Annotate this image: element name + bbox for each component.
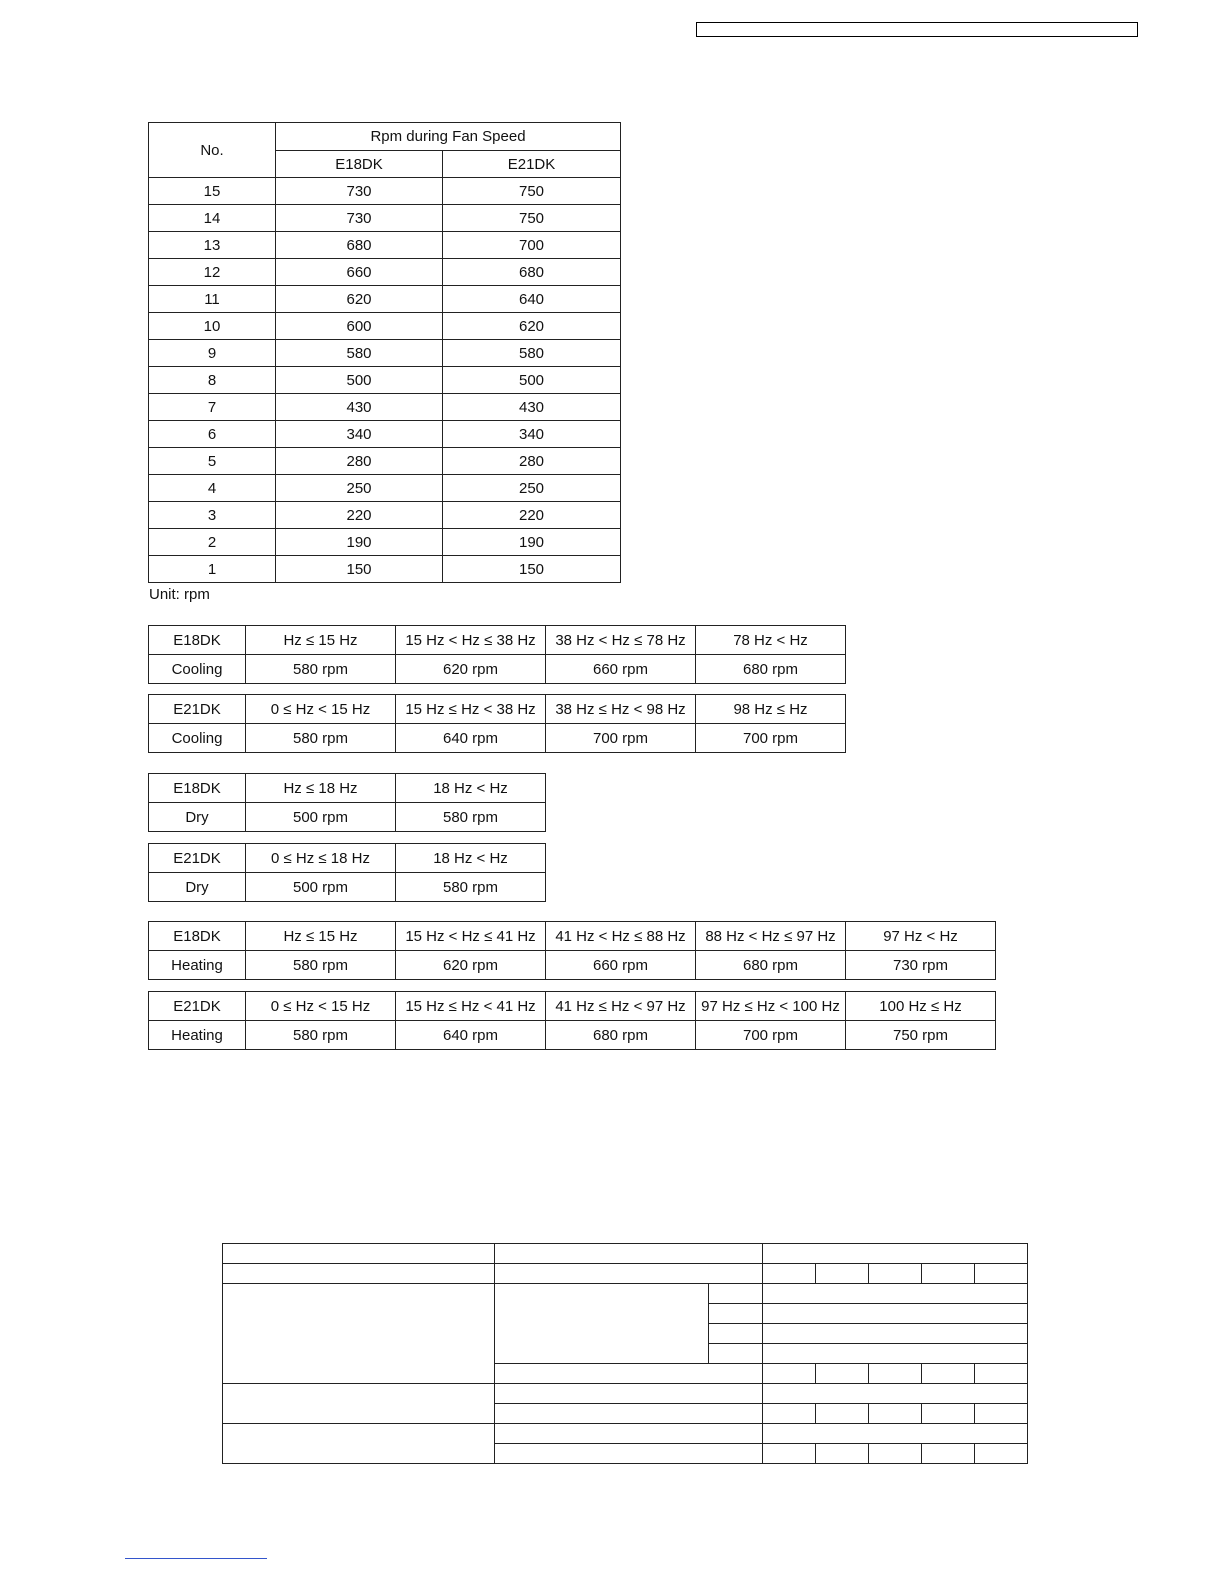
blank-cell [223, 1264, 495, 1284]
hz-range-cell: 0 ≤ Hz ≤ 18 Hz [246, 844, 396, 873]
rpm-speed-cell: 640 rpm [396, 724, 546, 753]
blank-cell [495, 1444, 763, 1464]
speed-row [149, 873, 546, 902]
col-no-header: No. [149, 123, 276, 178]
hz-range-cell: Hz ≤ 18 Hz [246, 774, 396, 803]
blank-cell [709, 1344, 763, 1364]
rpm-group-header: Rpm during Fan Speed [276, 123, 621, 151]
blank-cell [816, 1364, 869, 1384]
footer-link-underline [125, 1558, 267, 1559]
cooling-table-e18dk [148, 625, 846, 684]
heating-table-e18dk [148, 921, 996, 980]
hz-range-cell: Hz ≤ 15 Hz [246, 626, 396, 655]
row-number: 13 [149, 232, 276, 259]
rpm-speed-cell: 750 rpm [846, 1021, 996, 1050]
blank-cell [495, 1364, 763, 1384]
mode-label: Dry [149, 873, 246, 902]
speed-row [149, 951, 996, 980]
rpm-e21dk: 250 [443, 475, 621, 502]
speed-row [149, 724, 846, 753]
hz-range-cell: 41 Hz ≤ Hz < 97 Hz [546, 992, 696, 1021]
rpm-speed-cell: 580 rpm [246, 655, 396, 684]
blank-cell [763, 1304, 1028, 1324]
blank-cell [975, 1264, 1028, 1284]
hz-range-cell: 41 Hz < Hz ≤ 88 Hz [546, 922, 696, 951]
rpm-row [149, 529, 621, 556]
blank-cell [816, 1264, 869, 1284]
hz-range-cell: 15 Hz ≤ Hz < 41 Hz [396, 992, 546, 1021]
hz-range-cell: 0 ≤ Hz < 15 Hz [246, 695, 396, 724]
blank-cell [869, 1444, 922, 1464]
hz-range-cell: 78 Hz < Hz [696, 626, 846, 655]
rpm-speed-cell: 580 rpm [246, 724, 396, 753]
rpm-speed-cell: 730 rpm [846, 951, 996, 980]
blank-cell [975, 1404, 1028, 1424]
rpm-row [149, 178, 621, 205]
blank-cell [869, 1364, 922, 1384]
blank-cell [495, 1384, 763, 1404]
hz-range-cell: 38 Hz ≤ Hz < 98 Hz [546, 695, 696, 724]
row-number: 4 [149, 475, 276, 502]
row-number: 5 [149, 448, 276, 475]
rpm-speed-cell: 580 rpm [396, 803, 546, 832]
blank-cell [223, 1284, 495, 1384]
dry-table-e21dk [148, 843, 546, 902]
rpm-e21dk: 620 [443, 313, 621, 340]
blank-cell [975, 1364, 1028, 1384]
rpm-row [149, 313, 621, 340]
dry-table-e18dk [148, 773, 546, 832]
blank-cell [763, 1344, 1028, 1364]
rpm-e21dk: 430 [443, 394, 621, 421]
rpm-row [149, 475, 621, 502]
rpm-speed-cell: 700 rpm [696, 724, 846, 753]
row-number: 1 [149, 556, 276, 583]
blank-cell [922, 1404, 975, 1424]
rpm-e21dk: 500 [443, 367, 621, 394]
hz-range-cell: 88 Hz < Hz ≤ 97 Hz [696, 922, 846, 951]
speed-row [149, 803, 546, 832]
mode-label: Dry [149, 803, 246, 832]
blank-cell [922, 1364, 975, 1384]
range-row [149, 992, 996, 1021]
model-header-e21dk: E21DK [443, 151, 621, 178]
rpm-e18dk: 730 [276, 205, 443, 232]
hz-range-cell: 0 ≤ Hz < 15 Hz [246, 992, 396, 1021]
rpm-row [149, 232, 621, 259]
row-number: 9 [149, 340, 276, 367]
hz-range-cell: 15 Hz < Hz ≤ 41 Hz [396, 922, 546, 951]
model-label: E21DK [149, 695, 246, 724]
rpm-e18dk: 600 [276, 313, 443, 340]
row-number: 12 [149, 259, 276, 286]
rpm-speed-cell: 580 rpm [246, 1021, 396, 1050]
rpm-e21dk: 580 [443, 340, 621, 367]
blank-cell [223, 1244, 495, 1264]
blank-cell [869, 1404, 922, 1424]
rpm-e18dk: 250 [276, 475, 443, 502]
blank-cell [763, 1384, 1028, 1404]
rpm-e18dk: 340 [276, 421, 443, 448]
header-box [696, 22, 1138, 37]
row-number: 15 [149, 178, 276, 205]
rpm-row [149, 367, 621, 394]
rpm-speed-cell: 680 rpm [696, 951, 846, 980]
rpm-e18dk: 580 [276, 340, 443, 367]
rpm-e21dk: 190 [443, 529, 621, 556]
rpm-e18dk: 620 [276, 286, 443, 313]
rpm-e18dk: 500 [276, 367, 443, 394]
rpm-speed-cell: 700 rpm [546, 724, 696, 753]
model-label: E21DK [149, 844, 246, 873]
model-label: E18DK [149, 922, 246, 951]
row-number: 2 [149, 529, 276, 556]
rpm-row [149, 205, 621, 232]
rpm-row [149, 502, 621, 529]
blank-cell [816, 1444, 869, 1464]
row-number: 6 [149, 421, 276, 448]
rpm-row [149, 448, 621, 475]
blank-cell [495, 1424, 763, 1444]
rpm-e21dk: 280 [443, 448, 621, 475]
blank-cell [495, 1244, 763, 1264]
rpm-speed-cell: 620 rpm [396, 655, 546, 684]
blank-cell [495, 1404, 763, 1424]
blank-cell [763, 1364, 816, 1384]
rpm-e21dk: 680 [443, 259, 621, 286]
hz-range-cell: 98 Hz ≤ Hz [696, 695, 846, 724]
rpm-row [149, 286, 621, 313]
rpm-e18dk: 660 [276, 259, 443, 286]
mode-label: Cooling [149, 724, 246, 753]
rpm-speed-cell: 700 rpm [696, 1021, 846, 1050]
row-number: 10 [149, 313, 276, 340]
hz-range-cell: 97 Hz ≤ Hz < 100 Hz [696, 992, 846, 1021]
model-header-e18dk: E18DK [276, 151, 443, 178]
rpm-e18dk: 430 [276, 394, 443, 421]
blank-grid-table [222, 1243, 1028, 1464]
blank-cell [816, 1404, 869, 1424]
blank-cell [223, 1424, 495, 1464]
hz-range-cell: 18 Hz < Hz [396, 844, 546, 873]
unit-label: Unit: rpm [149, 586, 210, 603]
hz-range-cell: 15 Hz ≤ Hz < 38 Hz [396, 695, 546, 724]
blank-cell [763, 1264, 816, 1284]
rpm-speed-cell: 640 rpm [396, 1021, 546, 1050]
range-row [149, 922, 996, 951]
mode-label: Heating [149, 951, 246, 980]
blank-cell [763, 1424, 1028, 1444]
mode-label: Cooling [149, 655, 246, 684]
blank-cell [975, 1444, 1028, 1464]
row-number: 14 [149, 205, 276, 232]
blank-cell [709, 1304, 763, 1324]
speed-row [149, 1021, 996, 1050]
rpm-speed-cell: 580 rpm [246, 951, 396, 980]
model-label: E18DK [149, 774, 246, 803]
hz-range-cell: 38 Hz < Hz ≤ 78 Hz [546, 626, 696, 655]
hz-range-cell: 18 Hz < Hz [396, 774, 546, 803]
blank-cell [763, 1404, 816, 1424]
blank-cell [869, 1264, 922, 1284]
rpm-row [149, 394, 621, 421]
rpm-e18dk: 190 [276, 529, 443, 556]
range-row [149, 844, 546, 873]
rpm-e21dk: 150 [443, 556, 621, 583]
rpm-row [149, 259, 621, 286]
blank-cell [495, 1264, 763, 1284]
range-row [149, 695, 846, 724]
blank-cell [709, 1324, 763, 1344]
blank-cell [709, 1284, 763, 1304]
rpm-e18dk: 150 [276, 556, 443, 583]
rpm-e21dk: 640 [443, 286, 621, 313]
row-number: 11 [149, 286, 276, 313]
blank-cell [763, 1244, 1028, 1264]
blank-cell [763, 1444, 816, 1464]
blank-cell [763, 1284, 1028, 1304]
rpm-row [149, 421, 621, 448]
rpm-e21dk: 220 [443, 502, 621, 529]
blank-cell [495, 1284, 709, 1364]
hz-range-cell: 15 Hz < Hz ≤ 38 Hz [396, 626, 546, 655]
blank-cell [922, 1264, 975, 1284]
mode-label: Heating [149, 1021, 246, 1050]
model-label: E18DK [149, 626, 246, 655]
rpm-speed-cell: 680 rpm [546, 1021, 696, 1050]
rpm-speed-cell: 620 rpm [396, 951, 546, 980]
hz-range-cell: 97 Hz < Hz [846, 922, 996, 951]
row-number: 7 [149, 394, 276, 421]
range-row [149, 774, 546, 803]
rpm-row [149, 556, 621, 583]
model-label: E21DK [149, 992, 246, 1021]
cooling-table-e21dk [148, 694, 846, 753]
hz-range-cell: Hz ≤ 15 Hz [246, 922, 396, 951]
blank-cell [922, 1444, 975, 1464]
rpm-e18dk: 680 [276, 232, 443, 259]
row-number: 3 [149, 502, 276, 529]
rpm-row [149, 340, 621, 367]
rpm-speed-cell: 660 rpm [546, 655, 696, 684]
rpm-speed-cell: 680 rpm [696, 655, 846, 684]
rpm-speed-cell: 500 rpm [246, 873, 396, 902]
rpm-e21dk: 340 [443, 421, 621, 448]
heating-table-e21dk [148, 991, 996, 1050]
fan-speed-rpm-table [148, 122, 621, 583]
rpm-speed-cell: 580 rpm [396, 873, 546, 902]
rpm-e21dk: 750 [443, 205, 621, 232]
rpm-e18dk: 220 [276, 502, 443, 529]
rpm-e21dk: 750 [443, 178, 621, 205]
rpm-e18dk: 730 [276, 178, 443, 205]
hz-range-cell: 100 Hz ≤ Hz [846, 992, 996, 1021]
range-row [149, 626, 846, 655]
speed-row [149, 655, 846, 684]
blank-cell [223, 1384, 495, 1424]
blank-cell [763, 1324, 1028, 1344]
rpm-e18dk: 280 [276, 448, 443, 475]
rpm-speed-cell: 660 rpm [546, 951, 696, 980]
row-number: 8 [149, 367, 276, 394]
rpm-e21dk: 700 [443, 232, 621, 259]
rpm-speed-cell: 500 rpm [246, 803, 396, 832]
